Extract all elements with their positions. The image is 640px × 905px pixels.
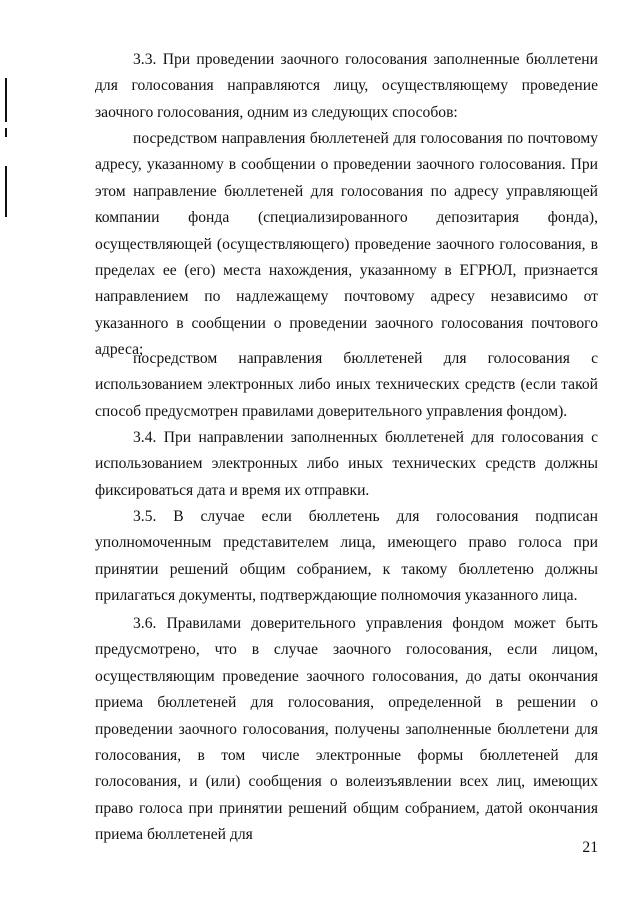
paragraph-3-6: 3.6. Правилами доверительного управления фондом может быть предусмотрено, что в случае заочного голосования, если лицом, осуществляющим проведение заочного голосования, до даты окончания приема бюллетеней для голосования, определенной в решении о проведении заочного голосования, получены заполненные бюллетени для голосования, в том числе электронные формы бюллетеней для голосования, и (или) сообщения о волеизъявлении всех лиц, имеющих право голоса при принятии решений общим собранием, датой окончания приема бюллетеней для xyxy=(95,615,598,844)
scan-margin-mark xyxy=(5,78,7,122)
page-number: 21 xyxy=(582,839,598,856)
scan-margin-mark xyxy=(5,128,7,137)
paragraph-3-5: 3.5. В случае если бюллетень для голосования подписан уполномоченным представителем лица, имеющего право голоса при принятии решений общим собранием, к такому бюллетеню должны прилагаться документы, подтверждающие полномочия указанного лица. xyxy=(95,508,598,605)
paragraph-3-3-method-postal: посредством направления бюллетеней для голосования по почтовому адресу, указанному в сообщении о проведении заочного голосования. При этом направление бюллетеней для голосования по адресу управляющей компании фонда (специализированного депозитария фонда), осуществляющей (осуществляющего) проведение заочного голосования, в пределах ее (его) места нахождения, указанному в ЕГРЮЛ, признается направлением по надлежащему почтовому адресу независимо от указанного в сообщении о проведении заочного голосования почтового адреса; xyxy=(95,130,598,359)
paragraph-3-4: 3.4. При направлении заполненных бюллетеней для голосования с использованием электронных либо иных технических средств должны фиксироваться дата и время их отправки. xyxy=(95,429,598,499)
paragraph-3-3-method-electronic: посредством направления бюллетеней для голосования с использованием электронных либо иных технических средств (если такой способ предусмотрен правилами доверительного управления фондом). xyxy=(95,350,598,420)
scan-margin-mark xyxy=(5,166,7,217)
paragraph-3-3: 3.3. При проведении заочного голосования заполненные бюллетени для голосования направляются лицу, осуществляющему проведение заочного голосования, одним из следующих способов: xyxy=(95,51,598,121)
